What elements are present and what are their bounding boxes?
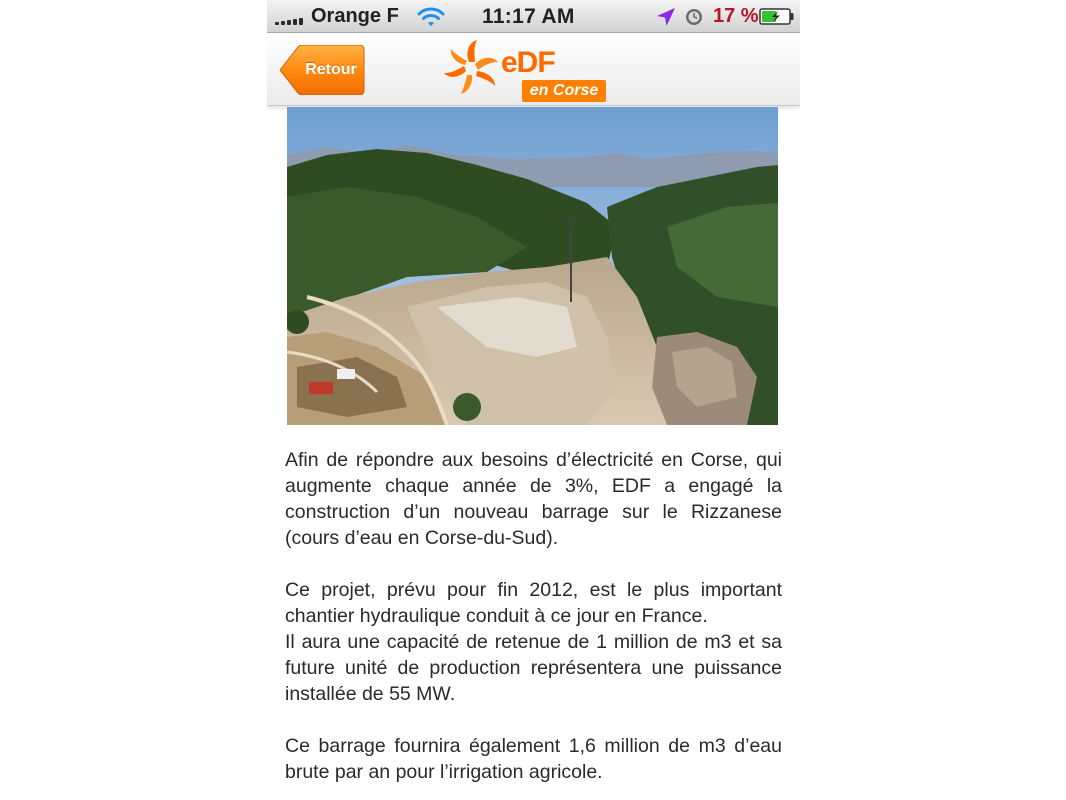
back-button-label: Retour	[305, 61, 357, 78]
article-paragraph-2	[285, 577, 782, 707]
article-paragraph-3	[285, 733, 782, 785]
clock-icon	[685, 8, 703, 26]
paragraph-text: Afin de répondre aux besoins d’électricité en Corse, qui augmente chaque année de 3%, EDF a engagé la construction d’un nouveau barrage sur le Rizzanese (cours d’eau en Corse-du-Sud).	[285, 449, 782, 549]
battery-icon	[759, 8, 795, 25]
paragraph-text: Ce barrage fournira également 1,6 million de m3 d’eau brute par an pour l’irrigation agricole.	[285, 735, 782, 783]
signal-icon	[275, 15, 311, 25]
back-button[interactable]	[279, 45, 365, 95]
edf-sun-logo-icon	[441, 38, 501, 98]
phone-screen	[267, 0, 800, 800]
carrier-name: Orange F	[311, 5, 399, 27]
article-paragraph-1	[285, 447, 782, 551]
battery-percent: 17 %	[713, 5, 759, 27]
article-body	[285, 447, 782, 800]
edf-logo	[441, 38, 611, 104]
logo-name: eDF	[501, 46, 555, 79]
location-icon	[655, 6, 677, 28]
logo-subtitle: en Corse	[522, 80, 606, 102]
paragraph-text: Ce projet, prévu pour fin 2012, est le plus important chantier hydraulique conduit à ce jour en France.	[285, 579, 782, 627]
paragraph-text: Il aura une capacité de retenue de 1 million de m3 et sa future unité de production représentera une puissance installée de 55 MW.	[285, 631, 782, 705]
dam-construction-site-photo	[287, 107, 778, 425]
wifi-icon	[417, 6, 445, 28]
status-bar	[267, 0, 800, 33]
navigation-header	[267, 34, 800, 106]
clock-time: 11:17 AM	[482, 5, 575, 28]
